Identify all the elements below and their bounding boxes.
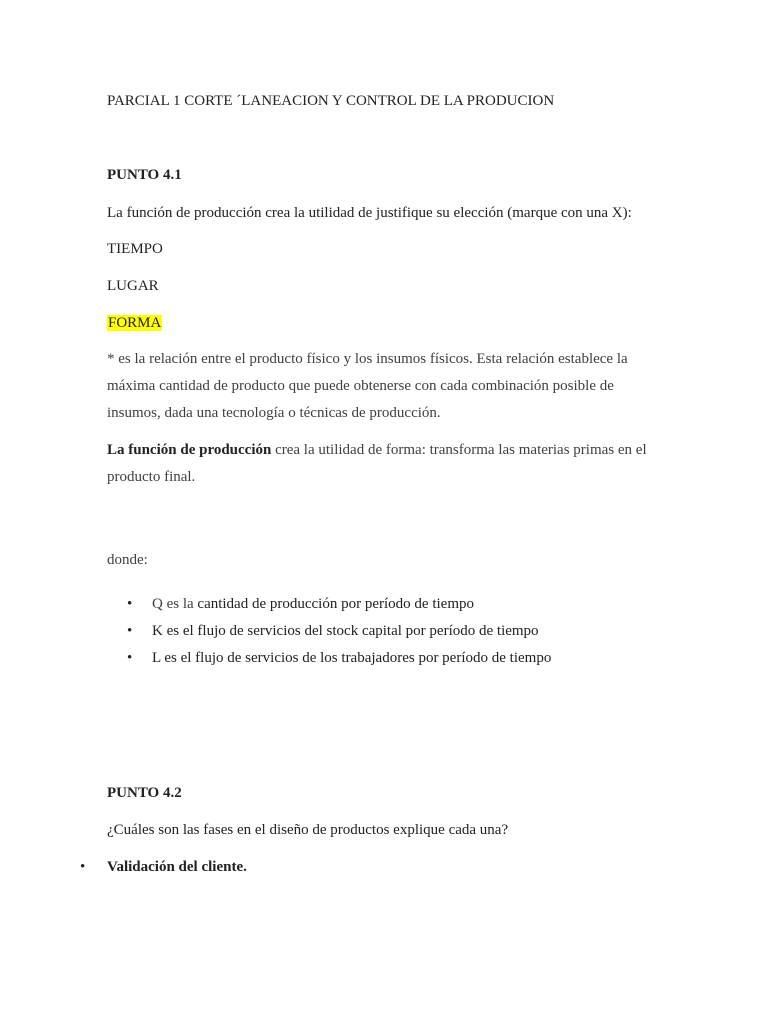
function-line-rest: crea la utilidad de forma: transforma las materias primas en el (271, 442, 647, 458)
list-item (107, 591, 551, 618)
function-line (107, 437, 667, 464)
donde-label: donde: (107, 552, 148, 568)
explanation-paragraph (107, 346, 667, 427)
bullet-text: Validación del cliente. (107, 859, 247, 875)
option-lugar: LUGAR (107, 278, 159, 294)
explanation-line: insumos, dada una tecnología o técnicas de producción. (107, 405, 441, 421)
list-item (107, 645, 551, 672)
function-bold-term: La función de producción (107, 442, 272, 458)
function-line-2: producto final. (107, 469, 196, 485)
variables-list (107, 591, 551, 672)
explanation-line: * es la relación entre el producto físico y los insumos físicos. Esta relación establece la (107, 351, 628, 367)
list-item (80, 857, 247, 877)
list-item (107, 618, 551, 645)
punto-4-2-heading: PUNTO 4.2 (107, 785, 182, 801)
highlight-mark: FORMA (108, 315, 162, 331)
explanation-line: máxima cantidad de producto que puede obtenerse con cada combinación posible de (107, 378, 614, 394)
option-tiempo: TIEMPO (107, 241, 163, 257)
bullet-text: L es el flujo de servicios de los trabajadores por período de tiempo (152, 650, 552, 666)
punto-4-1-question: La función de producción crea la utilidad de justifique su elección (marque con una X): (107, 205, 632, 221)
bullet-text: K es el flujo de servicios del stock capital por período de tiempo (152, 623, 539, 639)
punto-4-1-heading: PUNTO 4.1 (107, 167, 182, 183)
bullet-dot: • (80, 859, 86, 875)
option-forma-highlighted (107, 313, 162, 333)
bullet-prefix: Q es la (152, 596, 198, 612)
document-title: PARCIAL 1 CORTE ´LANEACION Y CONTROL DE LA PRODUCION (107, 93, 555, 109)
punto-4-2-question: ¿Cuáles son las fases en el diseño de productos explique cada una? (107, 822, 509, 838)
function-paragraph (107, 437, 667, 491)
bullet-text: cantidad de producción por período de tiempo (197, 596, 474, 612)
